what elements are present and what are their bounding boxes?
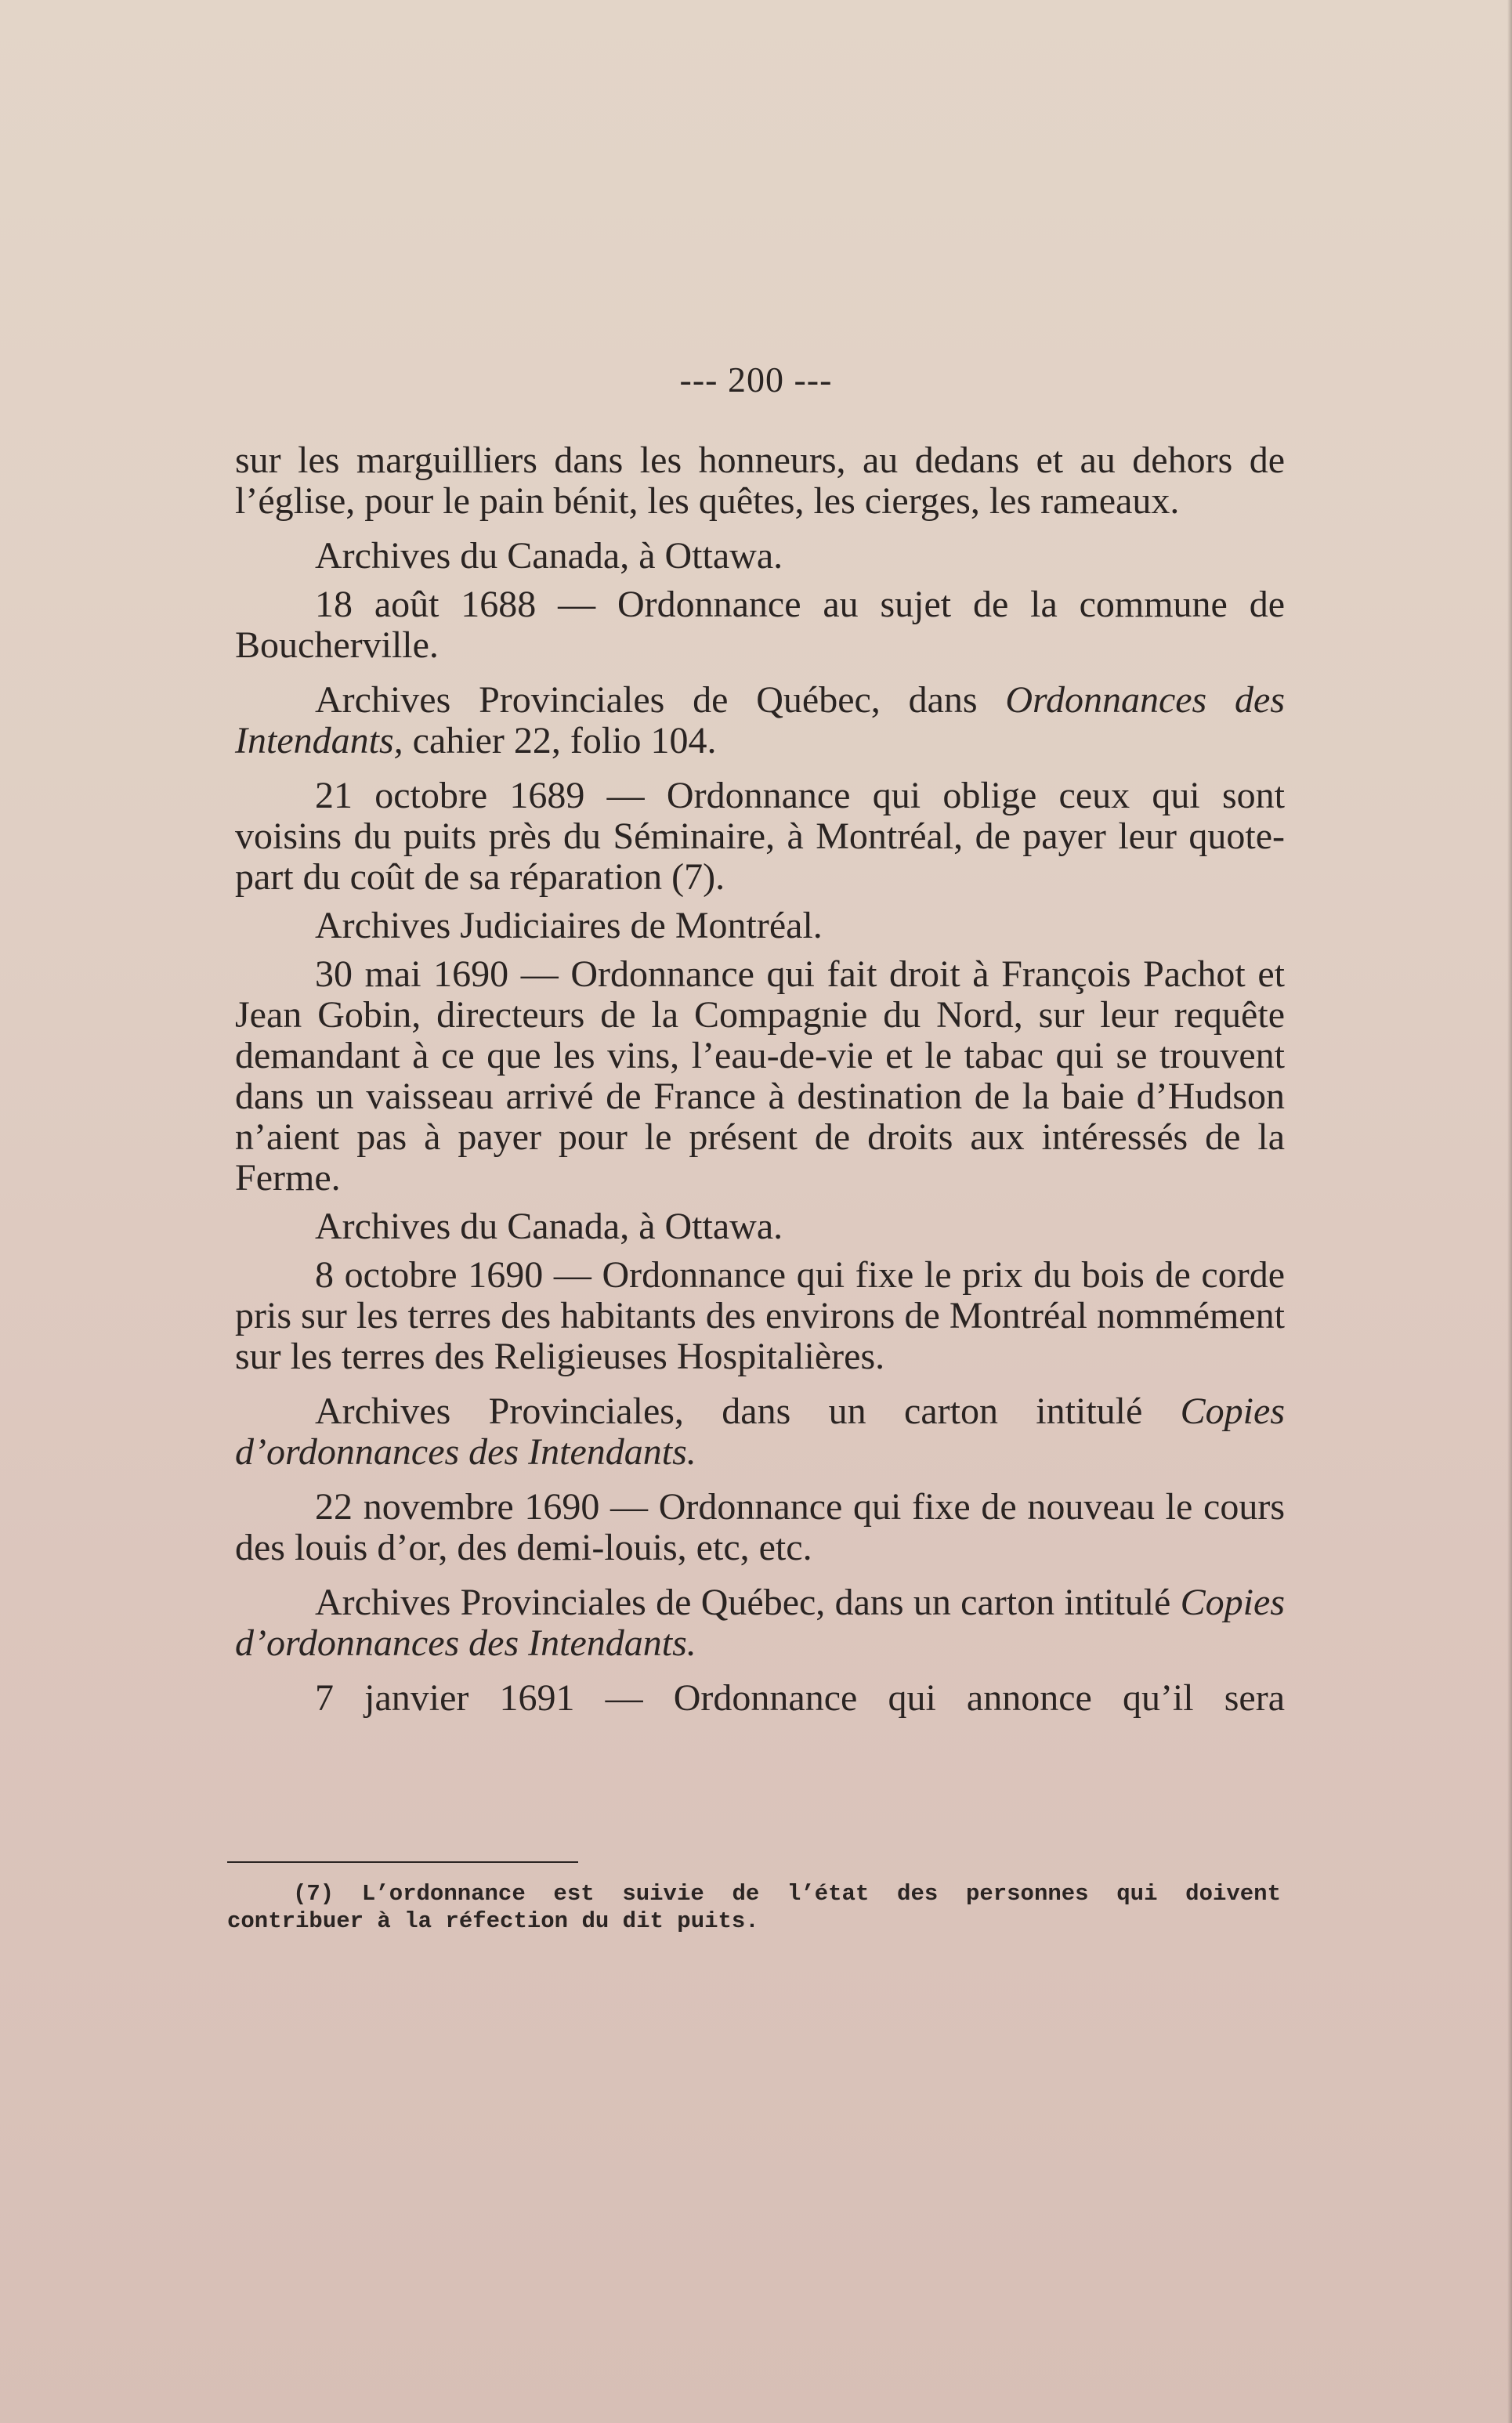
paragraph-entry: 30 mai 1690 — Ordonnance qui fait droit à François Pachot et Jean Gobin, directeurs de la Compagnie du Nord, sur leur requête demandant à ce que les vins, l’eau-de-vie et le tabac qui se trouvent dans un vaisseau arrivé de France à destination de la baie d’Hudson n’aient pas à payer pour le présent de droits aux intéressés de la Ferme.: [235, 953, 1285, 1199]
source-title: Ordonnances des Intendants,: [235, 679, 1285, 761]
paragraph-source: Archives du Canada, à Ottawa.: [315, 1206, 783, 1247]
paragraph-source: [235, 680, 1285, 761]
source-text: Archives Provinciales de Québec, dans: [315, 679, 1006, 721]
main-text: [235, 440, 1285, 1733]
footnote-rule: [227, 1861, 578, 1863]
paragraph-entry: 7 janvier 1691 — Ordonnance qui annonce qu’il sera: [315, 1677, 1285, 1719]
source-title: Copies d’ordonnances des Intendants.: [235, 1582, 1285, 1664]
paragraph-source: Archives du Canada, à Ottawa.: [315, 535, 783, 577]
paragraph-continuation: sur les marguilliers dans les honneurs, au dedans et au dehors de l’église, pour le pain bénit, les quêtes, les cierges, les rameaux.: [235, 439, 1285, 522]
paragraph-entry: 21 octobre 1689 — Ordonnance qui oblige ceux qui sont voisins du puits près du Séminaire, à Montréal, de payer leur quote-part du coût de sa réparation (7).: [235, 775, 1285, 898]
footnote: (7) L’ordonnance est suivie de l’état des personnes qui doivent contribuer à la réfection du dit puits.: [227, 1881, 1281, 1934]
source-text: Archives Provinciales, dans un carton intitulé: [315, 1391, 1181, 1432]
source-text: cahier 22, folio 104.: [403, 720, 717, 761]
paragraph-entry: 22 novembre 1690 — Ordonnance qui fixe de nouveau le cours des louis d’or, des demi-louis, etc, etc.: [235, 1486, 1285, 1568]
paragraph-source: [235, 1582, 1285, 1664]
page-number-header: --- 200 ---: [679, 360, 833, 400]
paragraph-entry: 8 octobre 1690 — Ordonnance qui fixe le prix du bois de corde pris sur les terres des habitants des environs de Montréal nommément sur les terres des Religieuses Hospitalières.: [235, 1254, 1285, 1377]
paragraph-entry: 18 août 1688 — Ordonnance au sujet de la commune de Boucherville.: [235, 584, 1285, 666]
paragraph-source: [235, 1391, 1285, 1473]
source-text: Archives Provinciales de Québec, dans un carton intitulé: [315, 1582, 1181, 1623]
paragraph-source: Archives Judiciaires de Montréal.: [315, 905, 823, 946]
source-title: Copies d’ordonnances des Intendants.: [235, 1391, 1285, 1473]
